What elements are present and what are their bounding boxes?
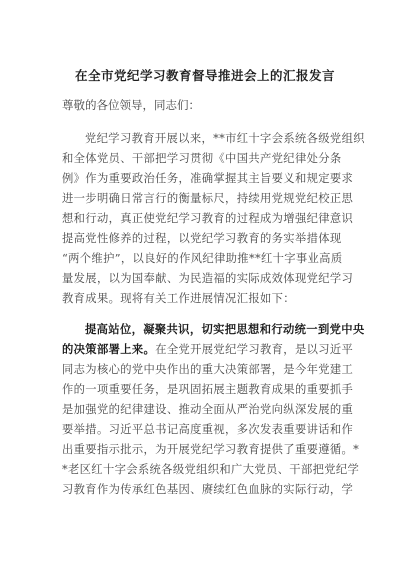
paragraph-line: 习教育作为传承红色基因、赓续红色血脉的实际行动，学 [62,483,354,496]
paragraph-line: 想和行动，真正使党纪学习教育的过程成为增强纪律意识 [62,212,354,225]
paragraph-line: 教育成果。现将有关工作进展情况汇报如下： [62,292,295,305]
section-heading-continued: 的决策部署上来。 [62,342,156,356]
paragraph-line: 党纪学习教育开展以来，**市红十字会系统各级党组织 [85,132,365,145]
document-title: 在全市党纪学习教育督导推进会上的汇报发言 [74,68,335,83]
paragraph-line: 进一步明确日常言行的衡量标尺，持续用党规党纪校正思 [62,192,354,205]
greeting: 尊敬的各位领导，同志们： [62,98,200,112]
paragraph-line: 和全体党员、干部把学习贯彻《中国共产党纪律处分条 [62,152,342,165]
section-heading-line [62,341,353,357]
paragraph-line: 出重要指示批示，为开展党纪学习教育提供了重要遵循。* [62,443,360,456]
paragraph-line: 要举措。习近平总书记高度重视，多次发表重要讲话和作 [62,423,354,436]
paragraph-line: 量发展，以为国奉献、为民造福的实际成效体现党纪学习 [62,272,354,285]
paragraph-line: “两个维护”，以良好的作风纪律助推**红十字事业高质 [62,252,343,265]
paragraph-line: 例》作为重要政治任务，准确掌握其主旨要义和规定要求 [62,172,354,185]
section-heading: 提高站位，凝聚共识，切实把思想和行动统一到党中央 [85,322,365,336]
paragraph-line: *老区红十字会系统各级党组织和广大党员、干部把党纪学 [62,463,360,476]
paragraph-line: 同志为核心的党中央作出的重大决策部署，是今年党建工 [62,363,354,376]
paragraph-line: 作的一项重要任务，是巩固拓展主题教育成果的重要抓手 [62,383,354,396]
paragraph-text: 在全党开展党纪学习教育，是以习近平 [155,343,354,356]
paragraph-line: 提高党性修养的过程，以党纪学习教育的务实举措体现 [62,232,342,245]
paragraph-line: 是加强党的纪律建设、推动全面从严治党向纵深发展的重 [62,403,354,416]
